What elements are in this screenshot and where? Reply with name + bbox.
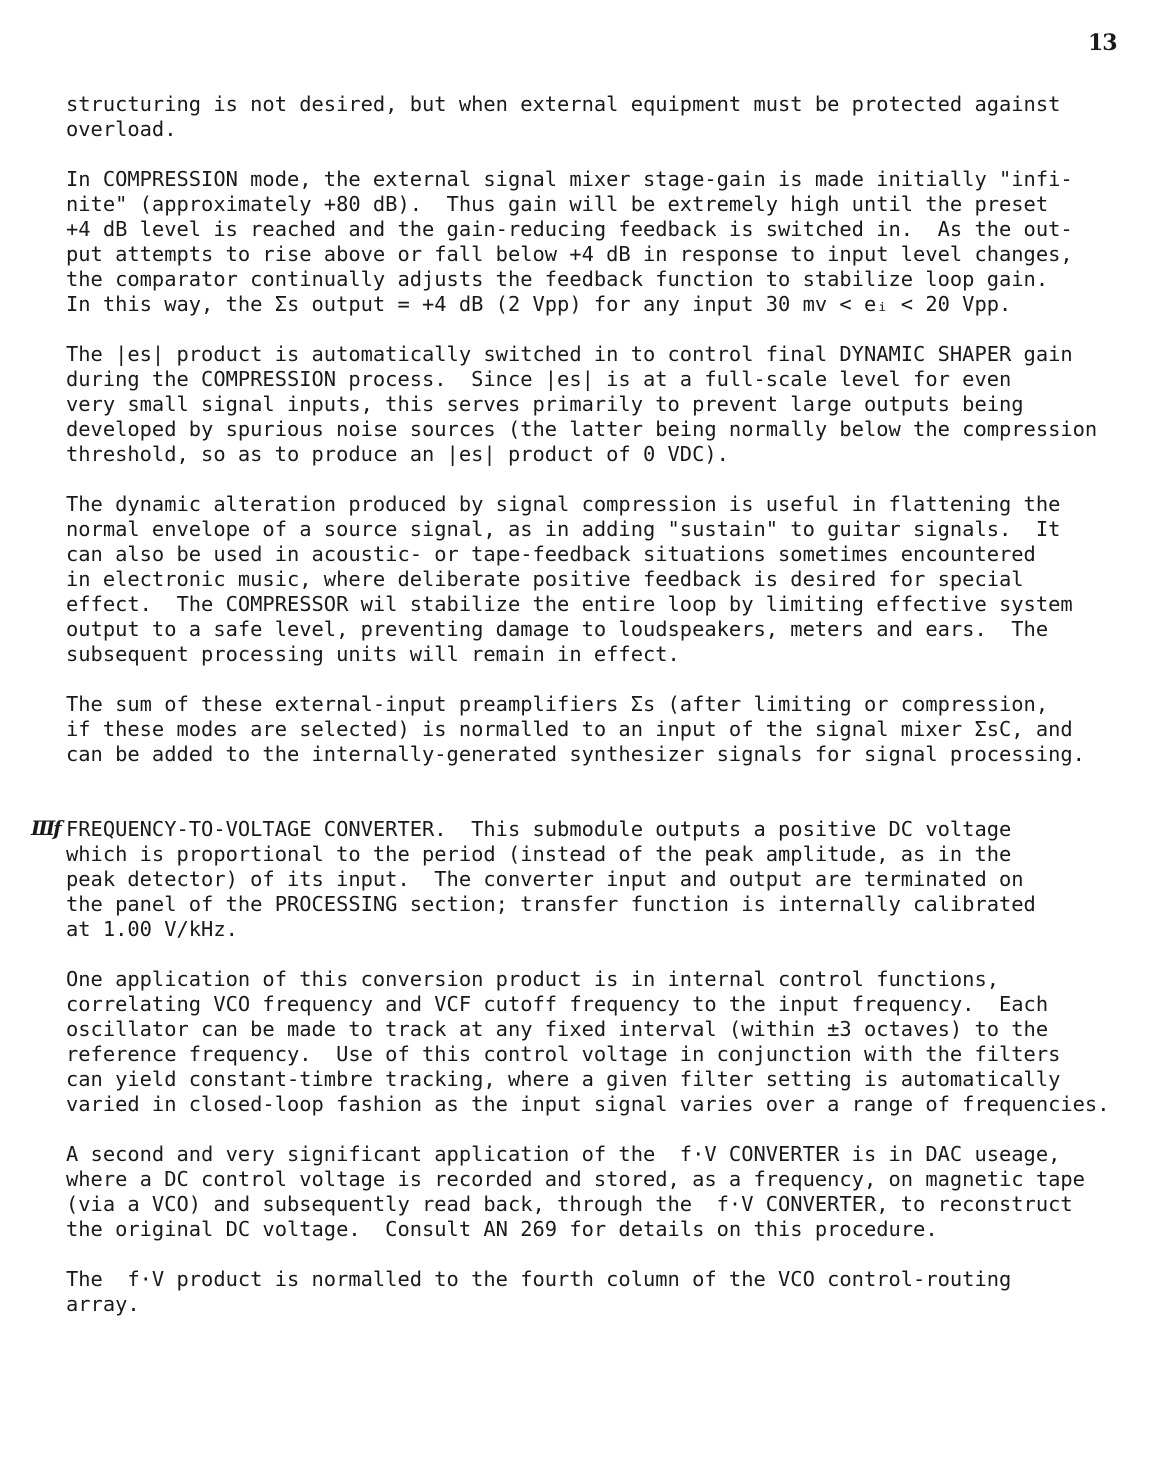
paragraph-es-product: The |es| product is automatically switched in to control final DYNAMIC SHAPER gain during the COMPRESSION process. Since |es| is at a full-scale level for even very small signal inputs, this serves primarily to prevent large outputs being developed by spurious noise sources (the latter being normally below the compression threshold, so as to produce an |es| product of 0 VDC). bbox=[66, 342, 1098, 466]
paragraph-fv-application-one: One application of this conversion product is in internal control functions, correlating VCO frequency and VCF cutoff frequency to the input frequency. Each oscillator can be made to track at any fixed interval (within ±3 octaves) to the reference frequency. Use of this control voltage in conjunction with the filters can yield constant-timbre tracking, where a given filter setting is automatically varied in closed-loop fashion as the input signal varies over a range of frequencies. bbox=[66, 967, 1110, 1116]
page-number: 13 bbox=[1088, 30, 1117, 56]
paragraph-fv-converter-intro: FREQUENCY-TO-VOLTAGE CONVERTER. This submodule outputs a positive DC voltage which is proportional to the period (instead of the peak amplitude, as in the peak detector) of its input. The converter input and output are terminated on the panel of the PROCESSING section; transfer function is internally calibrated at 1.00 V/kHz. bbox=[66, 817, 1036, 941]
section-frequency-to-voltage bbox=[31, 816, 1136, 942]
paragraph-fv-application-two: A second and very significant application of the f·V CONVERTER is in DAC useage, where a DC control voltage is recorded and stored, as a frequency, on magnetic tape (via a VCO) and subsequently read back, through the f·V CONVERTER, to reconstruct the original DC voltage. Consult AN 269 for details on this procedure. bbox=[66, 1142, 1085, 1241]
document-body bbox=[31, 92, 1136, 1317]
paragraph-preamplifier-sum: The sum of these external-input preamplifiers Σs (after limiting or compression, if these modes are selected) is normalled to an input of the signal mixer ΣsC, and can be added to the internally-generated synthesizer signals for signal processing. bbox=[66, 692, 1085, 766]
paragraph-dynamic-alteration: The dynamic alteration produced by signal compression is useful in flattening the normal envelope of a source signal, as in adding "sustain" to guitar signals. It can also be used in acoustic- or tape-feedback situations sometimes encountered in electronic music, where deliberate positive feedback is desired for special effect. The COMPRESSOR wil stabilize the entire loop by limiting effective system output to a safe level, preventing damage to loudspeakers, meters and ears. The subsequent processing units will remain in effect. bbox=[66, 492, 1073, 666]
paragraph-limiting-continued: structuring is not desired, but when external equipment must be protected against overload. bbox=[66, 92, 1061, 141]
section-marker: IIIf bbox=[31, 816, 60, 840]
paragraph-fv-normalled: The f·V product is normalled to the fourth column of the VCO control-routing array. bbox=[66, 1267, 1012, 1316]
paragraph-compression-mode: In COMPRESSION mode, the external signal mixer stage-gain is made initially "infi- nite" (approximately +80 dB). Thus gain will be extremely high until the preset +4 dB level is reached and the gain-reducing feedback is switched in. As the out- put attempts to rise above or fall below +4 dB in response to input level changes, the comparator continually adjusts the feedback function to stabilize loop gain. In this way, the Σs output = +4 dB (2 Vpp) for any input 30 mv < eᵢ < 20 Vpp. bbox=[66, 167, 1073, 316]
